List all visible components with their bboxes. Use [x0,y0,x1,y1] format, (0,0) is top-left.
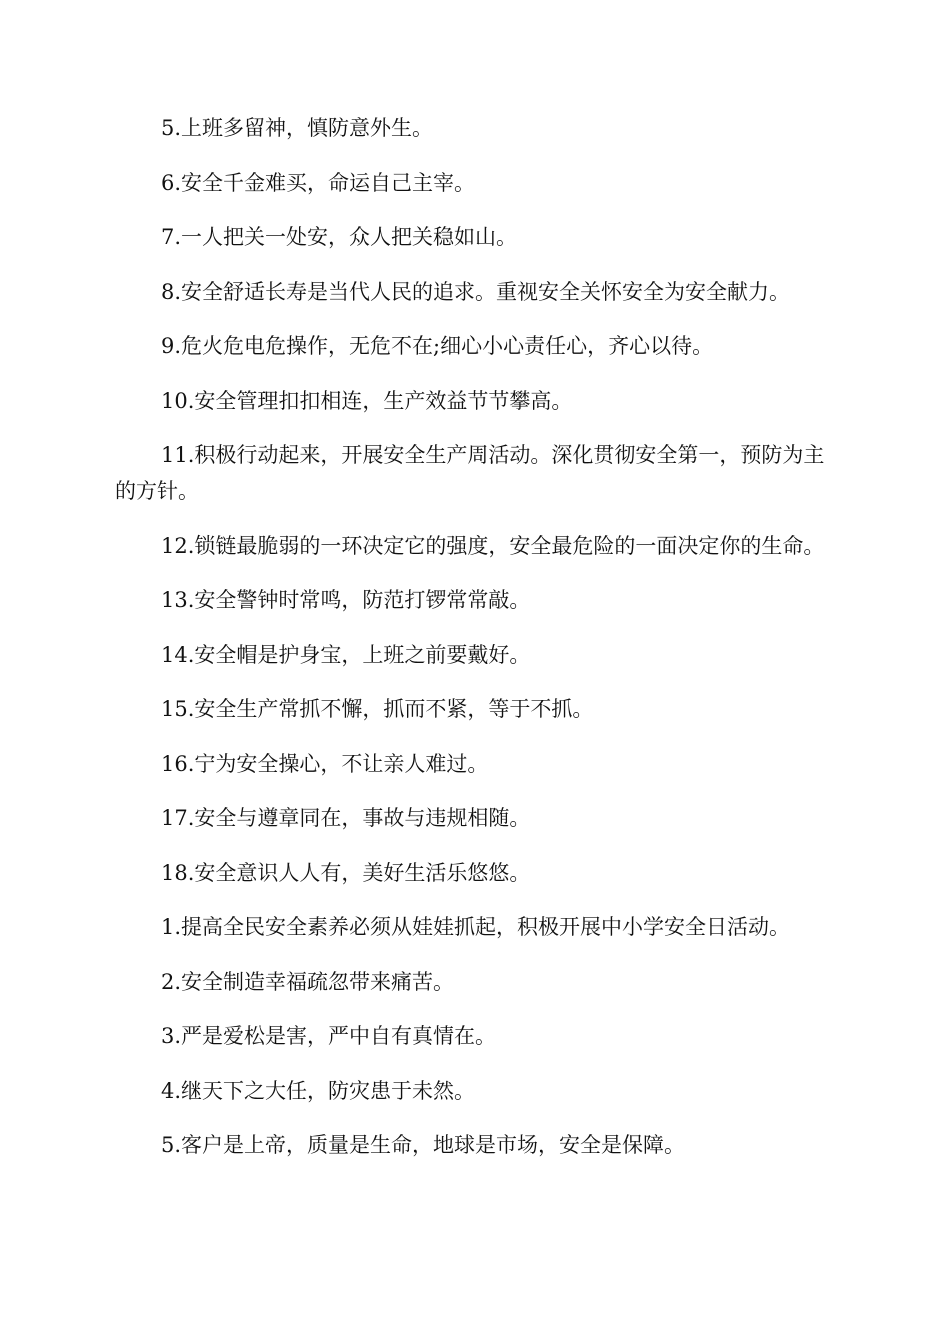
paragraph: 18.安全意识人人有，美好生活乐悠悠。 [161,860,531,885]
paragraph: 3.严是爱松是害，严中自有真情在。 [161,1024,497,1048]
paragraph: 8.安全舒适长寿是当代人民的追求。重视安全关怀安全为安全献力。 [161,279,791,304]
paragraph: 5.客户是上帝，质量是生命，地球是市场，安全是保障。 [161,1133,686,1157]
paragraph: 16.宁为安全操心，不让亲人难过。 [161,751,489,776]
paragraph: 15.安全生产常抓不懈，抓而不紧，等于不抓。 [161,697,594,721]
paragraph: 4.继天下之大任，防灾患于未然。 [161,1078,476,1103]
paragraph: 12.锁链最脆弱的一环决定它的强度，安全最危险的一面决定你的生命。 [161,533,825,558]
paragraph: 13.安全警钟时常鸣，防范打锣常常敲。 [161,588,531,612]
paragraph: 6.安全千金难买，命运自己主宰。 [161,170,476,195]
paragraph: 7.一人把关一处安，众人把关稳如山。 [161,225,518,249]
paragraph: 9.危火危电危操作，无危不在;细心小心责任心，齐心以待。 [161,334,714,358]
paragraph: 11.积极行动起来，开展安全生产周活动。深化贯彻安全第一，预防为主的方针。 [115,443,825,503]
paragraph: 10.安全管理扣扣相连，生产效益节节攀高。 [161,388,573,413]
paragraph: 17.安全与遵章同在，事故与违规相随。 [161,806,531,830]
document-body [115,110,835,1182]
paragraph: 2.安全制造幸福疏忽带来痛苦。 [161,969,455,994]
paragraph: 14.安全帽是护身宝，上班之前要戴好。 [161,642,531,667]
paragraph: 5.上班多留神，慎防意外生。 [161,116,434,140]
paragraph: 1.提高全民安全素养必须从娃娃抓起，积极开展中小学安全日活动。 [161,915,791,939]
